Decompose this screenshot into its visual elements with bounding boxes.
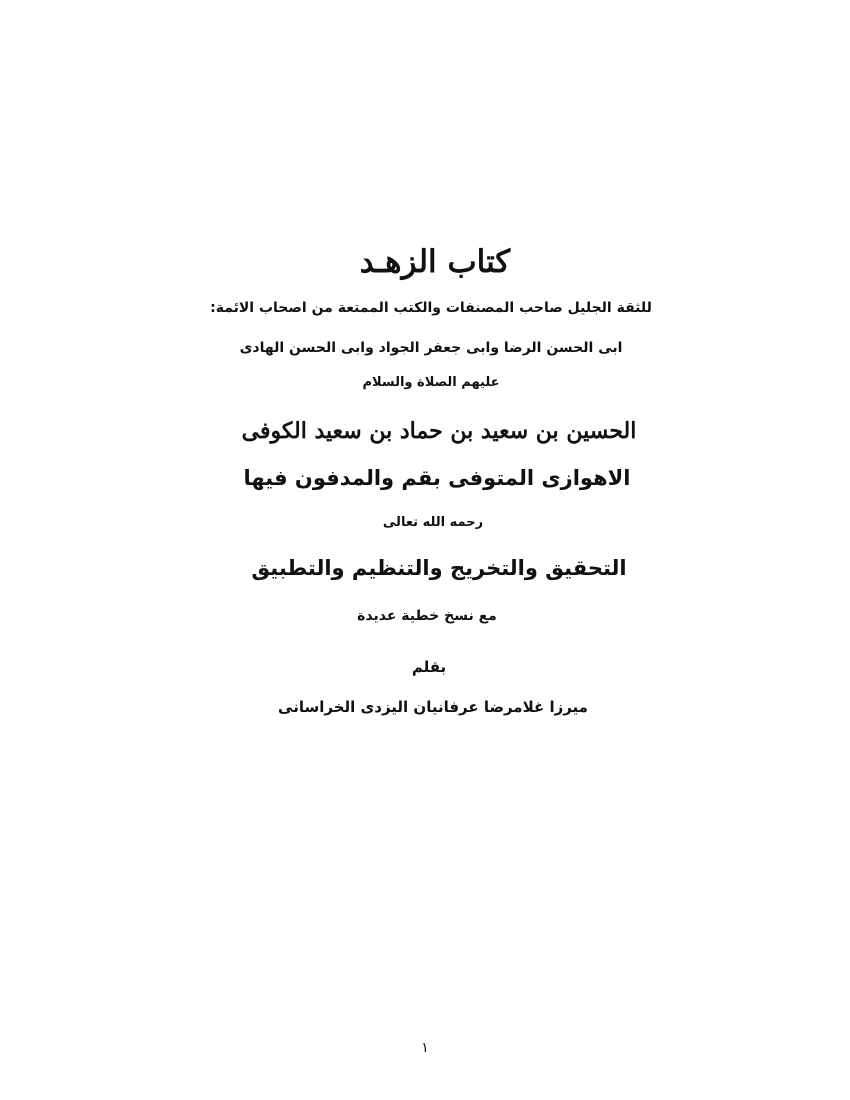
author-name-line-1: الحسين بن سعيد بن حماد بن سعيد الكوفى	[241, 418, 637, 444]
author-prayer: رحمه الله تعالى	[382, 515, 484, 530]
book-title: كتاب الزهـد	[359, 244, 511, 280]
manuscripts-note: مع نسخ خطية عديدة	[357, 608, 497, 624]
editorial-work-heading: التحقيق والتخريج والتنظيم والتطبيق	[251, 556, 627, 580]
page-number: ١	[421, 1040, 429, 1056]
by-label: بقلم	[411, 658, 447, 676]
editor-name: ميرزا غلامرضا عرفانيان اليزدى الخراسانى	[278, 698, 588, 716]
author-name-line-2: الاهوازى المتوفى بقم والمدفون فيها	[243, 466, 631, 490]
description-line-2: ابى الحسن الرضا وابى جعفر الجواد وابى الحسن الهادى	[239, 340, 623, 356]
description-line-1: للثقة الجليل صاحب المصنفات والكتب الممتعة من اصحاب الائمة:	[210, 300, 652, 316]
description-line-3: عليهم الصلاة والسلام	[362, 375, 500, 390]
